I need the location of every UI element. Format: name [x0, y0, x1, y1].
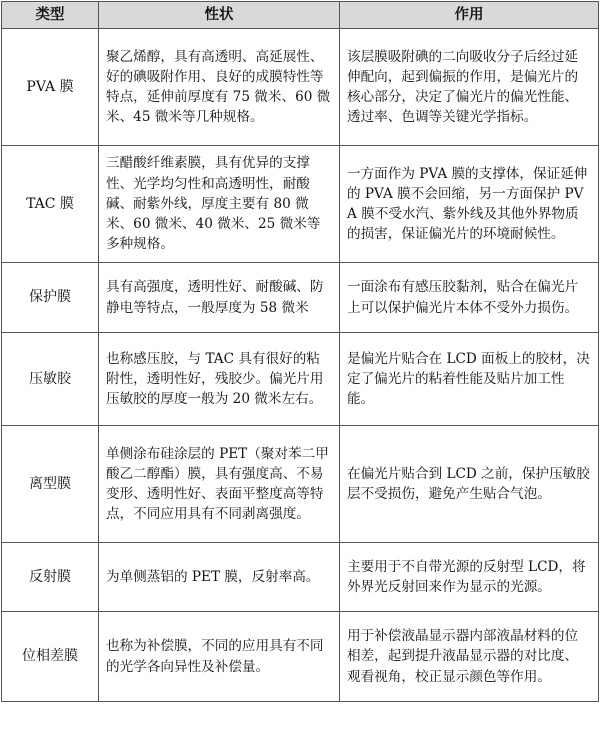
polarizer-layers-table: [1, 1, 599, 702]
type-cell: 反射膜: [2, 543, 99, 612]
function-cell: 在偏光片贴合到 LCD 之前，保护压敏胶层不受损伤，避免产生贴合气泡。: [340, 426, 599, 543]
page: [1, 1, 599, 702]
properties-cell: 为单侧蒸铝的 PET 膜，反射率高。: [99, 543, 340, 612]
type-cell: 压敏胶: [2, 333, 99, 426]
function-cell: 该层膜吸附碘的二向吸收分子后经过延伸配向，起到偏振的作用，是偏光片的核心部分，决定了偏光片的偏光性能、透过率、色调等关键光学指标。: [340, 29, 599, 146]
table-row: [2, 29, 599, 146]
function-cell: 主要用于不自带光源的反射型 LCD，将外界光反射回来作为显示的光源。: [340, 543, 599, 612]
header-type: 类型: [2, 2, 99, 29]
type-cell: TAC 膜: [2, 146, 99, 263]
table-row: [2, 263, 599, 333]
properties-cell: 也称感压胶，与 TAC 具有很好的粘附性，透明性好，残胶少。偏光片用压敏胶的厚度一般为 20 微米左右。: [99, 333, 340, 426]
table-row: [2, 612, 599, 702]
type-cell: PVA 膜: [2, 29, 99, 146]
function-cell: 一方面作为 PVA 膜的支撑体，保证延伸的 PVA 膜不会回缩，另一方面保护 PVA 膜不受水汽、紫外线及其他外界物质的损害，保证偏光片的环境耐候性。: [340, 146, 599, 263]
function-cell: 一面涂布有感压胶黏剂，贴合在偏光片上可以保护偏光片本体不受外力损伤。: [340, 263, 599, 333]
properties-cell: 聚乙烯醇，具有高透明、高延展性、好的碘吸附作用、良好的成膜特性等特点，延伸前厚度有 75 微米、60 微米、45 微米等几种规格。: [99, 29, 340, 146]
header-function: 作用: [340, 2, 599, 29]
type-cell: 保护膜: [2, 263, 99, 333]
function-cell: 是偏光片贴合在 LCD 面板上的胶材，决定了偏光片的粘着性能及贴片加工性能。: [340, 333, 599, 426]
table-row: [2, 543, 599, 612]
header-row: [2, 2, 599, 29]
properties-cell: 也称为补偿膜，不同的应用具有不同的光学各向异性及补偿量。: [99, 612, 340, 702]
properties-cell: 具有高强度，透明性好、耐酸碱、防静电等特点，一般厚度为 58 微米: [99, 263, 340, 333]
properties-cell: 三醋酸纤维素膜，具有优异的支撑性、光学均匀性和高透明性，耐酸碱、耐紫外线，厚度主要有 80 微米、60 微米、40 微米、25 微米等多种规格。: [99, 146, 340, 263]
type-cell: 位相差膜: [2, 612, 99, 702]
function-cell: 用于补偿液晶显示器内部液晶材料的位相差，起到提升液晶显示器的对比度、观看视角，校正显示颜色等作用。: [340, 612, 599, 702]
table-row: [2, 146, 599, 263]
type-cell: 离型膜: [2, 426, 99, 543]
table-row: [2, 426, 599, 543]
header-properties: 性状: [99, 2, 340, 29]
table-row: [2, 333, 599, 426]
properties-cell: 单侧涂布硅涂层的 PET（聚对苯二甲酸乙二醇酯）膜，具有强度高、不易变形、透明性好、表面平整度高等特点，不同应用具有不同剥离强度。: [99, 426, 340, 543]
